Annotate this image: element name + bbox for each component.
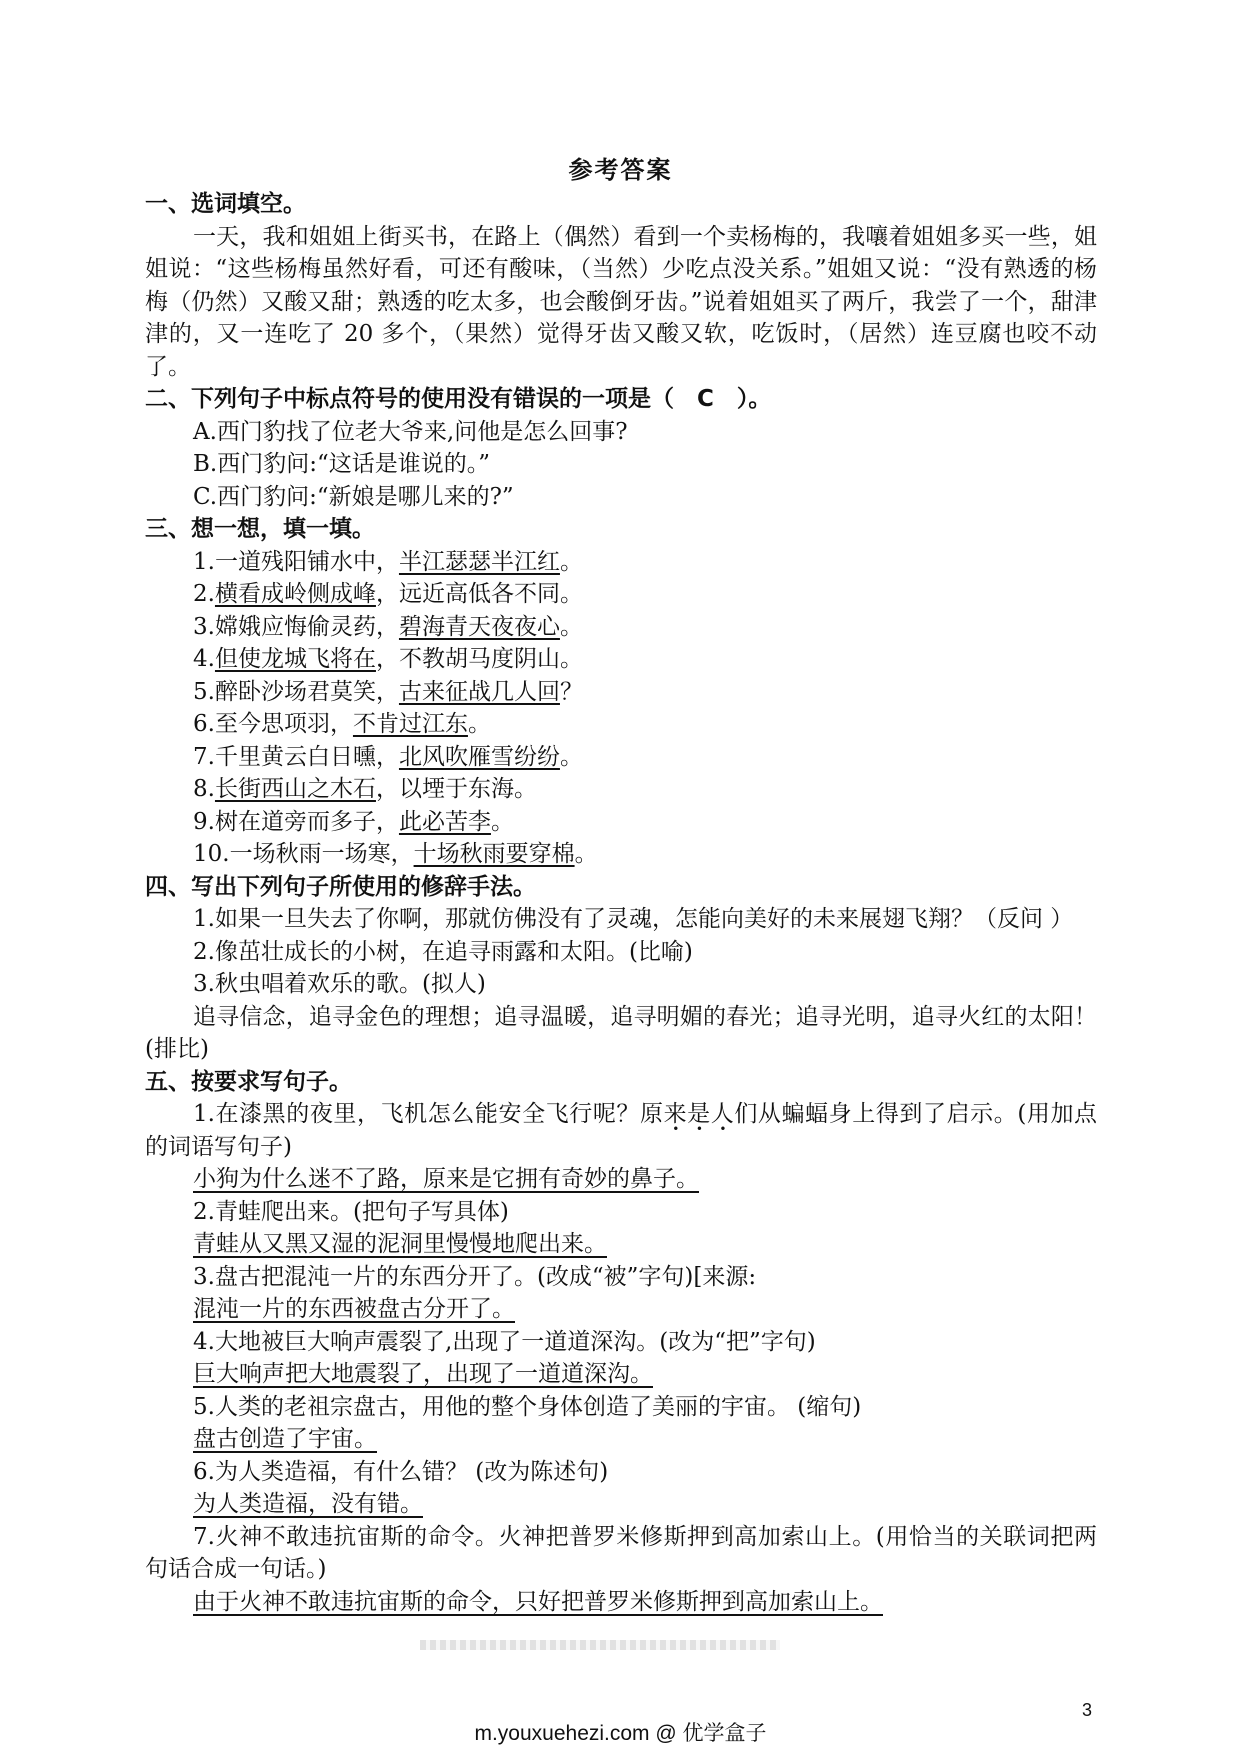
rhetoric-item-3: 3.秋虫唱着欢乐的歌。(拟人) bbox=[193, 971, 486, 997]
poem-item: 9.树在道旁而多子，此必苦李。 bbox=[193, 808, 514, 835]
footer-watermark: m.youxuehezi.com @ 优学盒子 bbox=[474, 1722, 767, 1745]
poem-answer: 横看成岭侧成峰 bbox=[214, 581, 376, 607]
poem-answer: 长街西山之木石 bbox=[214, 776, 376, 802]
rewrite-question-7: 7.火神不敢违抗宙斯的命令。火神把普罗米修斯押到高加索山上。(用恰当的关联词把两句话合成一句话。) bbox=[145, 1523, 1097, 1582]
rewrite-question-2: 2.青蛙爬出来。(把句子写具体) bbox=[193, 1198, 509, 1225]
section-2-option-a: A.西门豹找了位老大爷来,问他是怎么回事? bbox=[193, 418, 628, 445]
rewrite-question-5: 5.人类的老祖宗盘古，用他的整个身体创造了美丽的宇宙。 (缩句) bbox=[193, 1393, 862, 1420]
rhetoric-item-2: 2.像茁壮成长的小树，在追寻雨露和太阳。(比喻) bbox=[193, 938, 693, 965]
rewrite-answer-1: 小狗为什么迷不了路，原来是它拥有奇妙的鼻子。 bbox=[193, 1166, 699, 1192]
rewrite-answer-2: 青蛙从又黑又湿的泥洞里慢慢地爬出来。 bbox=[193, 1231, 607, 1257]
poem-answer: 北风吹雁雪纷纷 bbox=[398, 743, 560, 770]
section-5-heading: 五、按要求写句子。 bbox=[145, 1068, 352, 1095]
poem-item: 5.醉卧沙场君莫笑，古来征战几人回？ bbox=[193, 678, 583, 705]
rewrite-answer-7: 由于火神不敢违抗宙斯的命令，只好把普罗米修斯押到高加索山上。 bbox=[193, 1588, 883, 1615]
rewrite-question-6: 6.为人类造福，有什么错？ (改为陈述句) bbox=[193, 1458, 609, 1485]
poem-item: 7.千里黄云白日曛，北风吹雁雪纷纷。 bbox=[193, 743, 583, 770]
poem-answer: 但使龙城飞将在 bbox=[214, 646, 376, 672]
poem-answer: 此必苦李 bbox=[398, 808, 491, 835]
rewrite-answer-5: 盘古创造了宇宙。 bbox=[193, 1426, 377, 1452]
poem-item: 1.一道残阳铺水中，半江瑟瑟半江红。 bbox=[193, 548, 583, 575]
dotted-char: 来 bbox=[663, 1101, 688, 1127]
dotted-char: 是 bbox=[687, 1101, 711, 1127]
poem-item: 2.横看成岭侧成峰，远近高低各不同。 bbox=[193, 581, 583, 607]
poem-item: 3.嫦娥应悔偷灵药，碧海青天夜夜心。 bbox=[193, 613, 583, 640]
rewrite-answer-3: 混沌一片的东西被盘古分开了。 bbox=[193, 1296, 515, 1322]
scan-smudge bbox=[420, 1640, 780, 1650]
section-4-heading: 四、写出下列句子所使用的修辞手法。 bbox=[145, 873, 536, 900]
poem-item: 4.但使龙城飞将在，不教胡马度阴山。 bbox=[193, 646, 583, 672]
rhetoric-item-4: 追寻信念，追寻金色的理想；追寻温暖，追寻明媚的春光；追寻光明，追寻火红的太阳！(排比) bbox=[145, 1003, 1097, 1062]
dotted-char: 原 bbox=[639, 1101, 664, 1127]
section-2-heading: 二、下列句子中标点符号的使用没有错误的一项是（ C ）。 bbox=[145, 386, 772, 412]
poem-item: 10.一场秋雨一场寒，十场秋雨要穿棉。 bbox=[193, 841, 598, 867]
section-1-heading: 一、选词填空。 bbox=[145, 191, 306, 217]
poem-answer: 十场秋雨要穿棉 bbox=[413, 841, 575, 867]
page-number: 3 bbox=[1082, 1700, 1093, 1720]
rewrite-question-4: 4.大地被巨大响声震裂了,出现了一道道深沟。(改为“把”字句) bbox=[193, 1328, 816, 1355]
rewrite-answer-6: 为人类造福，没有错。 bbox=[193, 1491, 423, 1517]
section-3-heading: 三、想一想，填一填。 bbox=[145, 516, 375, 542]
rewrite-answer-4: 巨大响声把大地震裂了，出现了一道道深沟。 bbox=[193, 1361, 653, 1387]
section-2-option-b: B.西门豹问:“这话是谁说的。” bbox=[193, 451, 490, 477]
page-title: 参考答案 bbox=[568, 156, 673, 184]
poem-item: 6.至今思项羽，不肯过江东。 bbox=[193, 711, 491, 737]
poem-answer: 古来征战几人回 bbox=[398, 678, 560, 705]
answer-content bbox=[145, 188, 1097, 1618]
rewrite-question-3: 3.盘古把混沌一片的东西分开了。(改成“被”字句)[来源: bbox=[193, 1263, 757, 1290]
poem-answer: 碧海青天夜夜心 bbox=[398, 613, 560, 640]
poem-answer: 半江瑟瑟半江红 bbox=[398, 548, 560, 575]
rewrite-question-1: 1.在漆黑的夜里，飞机怎么能安全飞行呢？原来是人们从蝙蝠身上得到了启示。(用加点的词语写句子) bbox=[145, 1101, 1098, 1160]
poem-answer: 不肯过江东 bbox=[352, 711, 468, 737]
poem-item: 8.长街西山之木石，以堙于东海。 bbox=[193, 776, 537, 802]
rhetoric-item-1: 1.如果一旦失去了你啊，那就仿佛没有了灵魂，怎能向美好的未来展翅飞翔？（反问 ） bbox=[193, 906, 1074, 932]
section-1-paragraph: 一天，我和姐姐上街买书，在路上（偶然）看到一个卖杨梅的，我嚷着姐姐多买一些，姐姐说：“这些杨梅虽然好看，可还有酸味，（当然）少吃点没关系。”姐姐又说：“没有熟透的杨梅（仍然）又酸又甜；熟透的吃太多，也会酸倒牙齿。”说着姐姐买了两斤，我尝了一个，甜津津的，又一连吃了 20 多个，（果然）觉得牙齿又酸又软，吃饭时，（居然）连豆腐也咬不动了。 bbox=[145, 223, 1097, 380]
section-2-option-c: C.西门豹问:“新娘是哪儿来的?” bbox=[193, 483, 514, 510]
